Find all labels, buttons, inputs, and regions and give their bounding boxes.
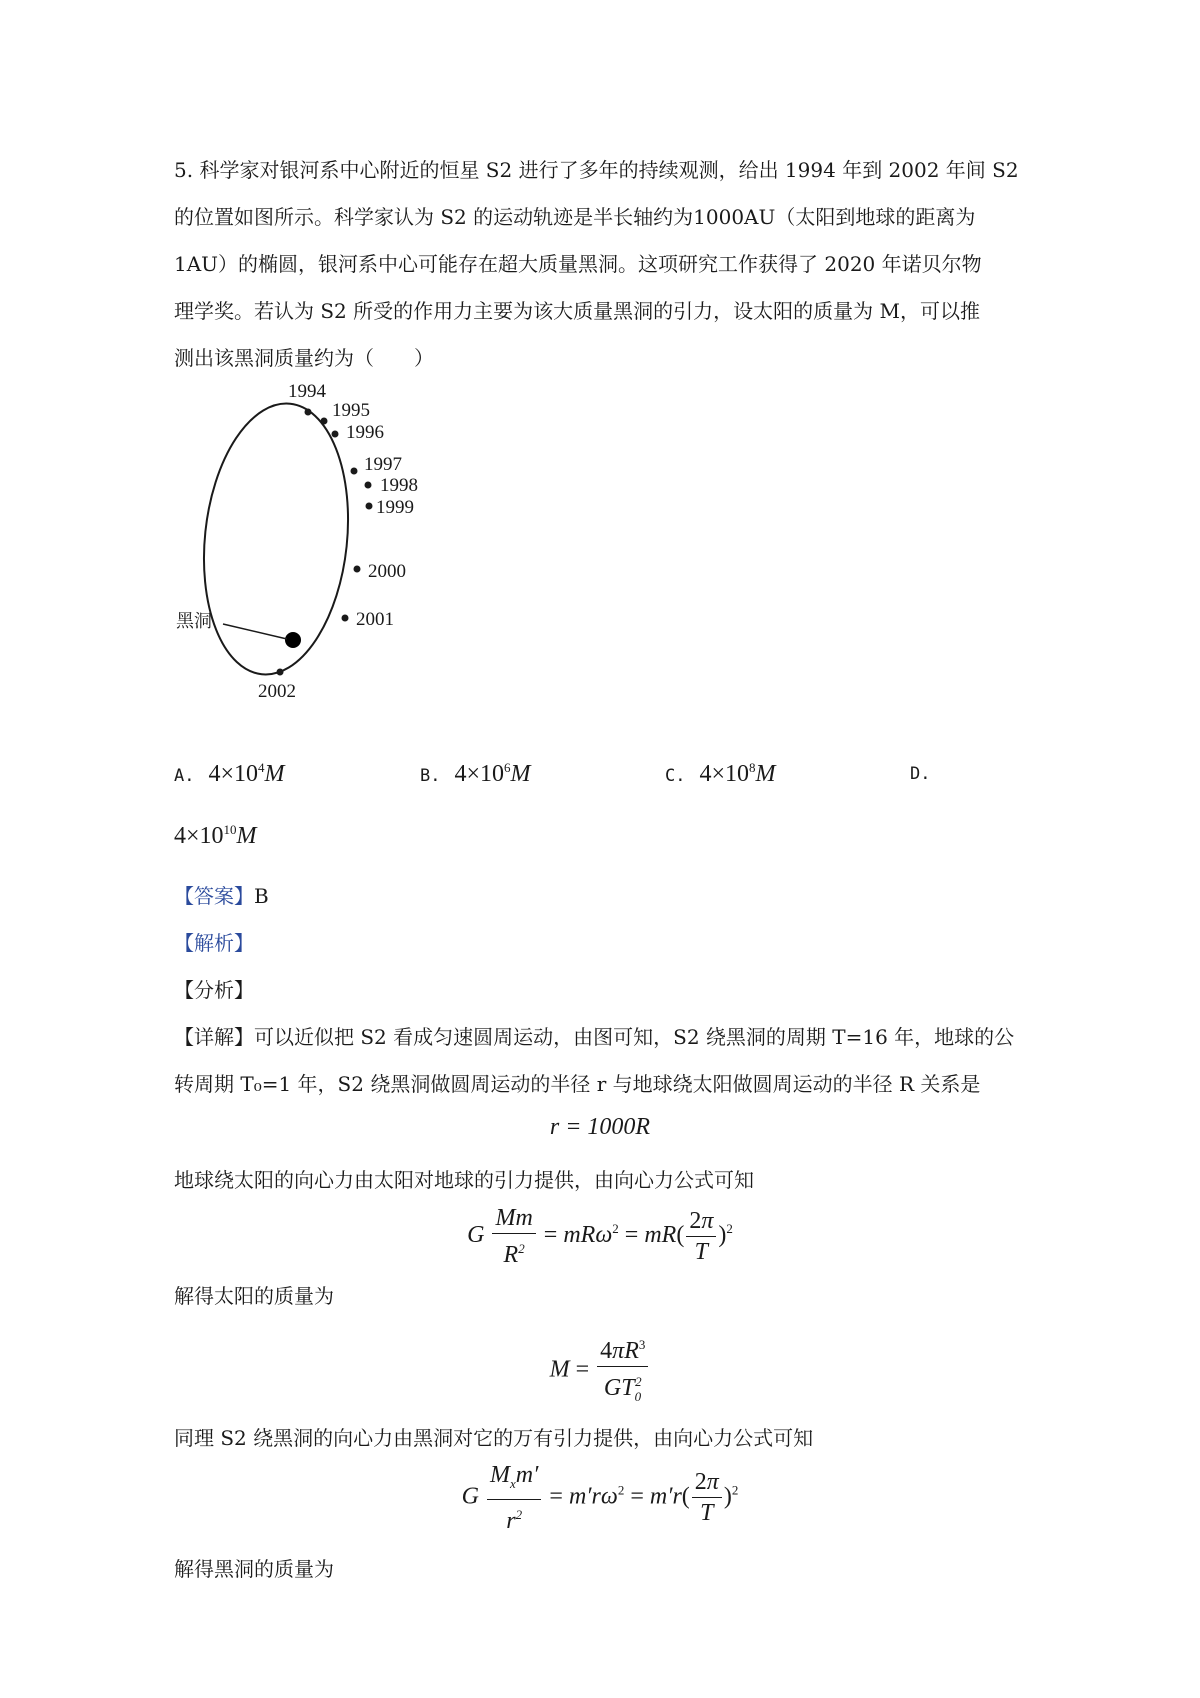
detail-line-1: 【详解】可以近似把 S2 看成匀速圆周运动，由图可知，S2 绕黑洞的周期 T=16 年，地球的公 bbox=[174, 1025, 1015, 1049]
dot-1997 bbox=[351, 468, 358, 475]
text-centripetal-sun: 地球绕太阳的向心力由太阳对地球的引力提供，由向心力公式可知 bbox=[174, 1168, 754, 1192]
label-1997: 1997 bbox=[364, 454, 402, 475]
equation-bh-force: G $\frac{M_xm'}{r^2}$ = $m'r\omega^2 = m'r$( $\frac{2\pi}{T}$ )$^2$ bbox=[461, 1462, 739, 1534]
equation-sun-force: G $\frac{Mm}{R^2}$ = mRω$^2$ = mR( $\frac{2\pi}{T}$ )$^2$ bbox=[467, 1205, 733, 1268]
orbit-figure bbox=[168, 380, 468, 710]
detail-tag: 【详解】 bbox=[174, 1025, 254, 1049]
question-line-1: 5. 科学家对银河系中心附近的恒星 S2 进行了多年的持续观测，给出 1994 年到 2002 年间 S2 bbox=[174, 158, 1019, 182]
label-1999: 1999 bbox=[376, 497, 414, 518]
text-centripetal-bh: 同理 S2 绕黑洞的向心力由黑洞对它的万有引力提供，由向心力公式可知 bbox=[174, 1426, 814, 1450]
question-line-5: 测出该黑洞质量约为（ ） bbox=[174, 346, 434, 370]
option-d-value: $4\times 10^{10}M$ bbox=[174, 822, 257, 849]
answer-tag: 【答案】 bbox=[174, 884, 254, 908]
fenxi-tag: 【分析】 bbox=[174, 978, 254, 1002]
option-d[interactable]: D. bbox=[910, 764, 931, 784]
label-1998: 1998 bbox=[380, 475, 418, 496]
black-hole-label: 黑洞 bbox=[176, 611, 212, 632]
dot-1996 bbox=[332, 431, 339, 438]
option-c[interactable]: C. $4\times 10^8M$ bbox=[665, 760, 776, 787]
answer-value: B bbox=[254, 884, 269, 908]
option-a[interactable]: A. $4\times 10^4M$ bbox=[174, 760, 285, 787]
label-2001: 2001 bbox=[356, 609, 394, 630]
question-line-4: 理学奖。若认为 S2 所受的作用力主要为该大质量黑洞的引力，设太阳的质量为 M，可以推 bbox=[174, 299, 980, 323]
label-1996: 1996 bbox=[346, 422, 384, 443]
label-1994: 1994 bbox=[288, 381, 326, 402]
question-line-3: 1AU）的椭圆，银河系中心可能存在超大质量黑洞。这项研究工作获得了 2020 年诺贝尔物 bbox=[174, 252, 982, 276]
dot-1995 bbox=[321, 418, 328, 425]
detail-line-2: 转周期 T₀=1 年，S2 绕黑洞做圆周运动的半径 r 与地球绕太阳做圆周运动的半径 R 关系是 bbox=[174, 1072, 981, 1096]
black-hole-dot bbox=[285, 632, 301, 648]
label-2002: 2002 bbox=[258, 681, 296, 702]
equation-sun-mass: M = $\frac{4\pi R^3}{GT_0^2}$ bbox=[0, 1330, 1200, 1412]
question-line-2: 的位置如图所示。科学家认为 S2 的运动轨迹是半长轴约为1000AU（太阳到地球的距离为 bbox=[174, 205, 976, 229]
label-1995: 1995 bbox=[332, 400, 370, 421]
orbit-ellipse bbox=[191, 396, 361, 681]
text-solve-bh: 解得黑洞的质量为 bbox=[174, 1557, 334, 1581]
dot-2001 bbox=[342, 615, 349, 622]
dot-1998 bbox=[365, 482, 372, 489]
dot-2002 bbox=[277, 669, 284, 676]
option-b[interactable]: B. $4\times 10^6M$ bbox=[420, 760, 531, 787]
black-hole-pointer bbox=[223, 624, 287, 639]
dot-1999 bbox=[366, 503, 373, 510]
text-solve-sun: 解得太阳的质量为 bbox=[174, 1284, 334, 1308]
dot-2000 bbox=[354, 566, 361, 573]
label-2000: 2000 bbox=[368, 561, 406, 582]
equation-r: r = 1000R bbox=[549, 1114, 651, 1140]
dot-1994 bbox=[305, 409, 312, 416]
analysis-tag: 【解析】 bbox=[174, 931, 254, 955]
answer-line bbox=[174, 884, 269, 908]
